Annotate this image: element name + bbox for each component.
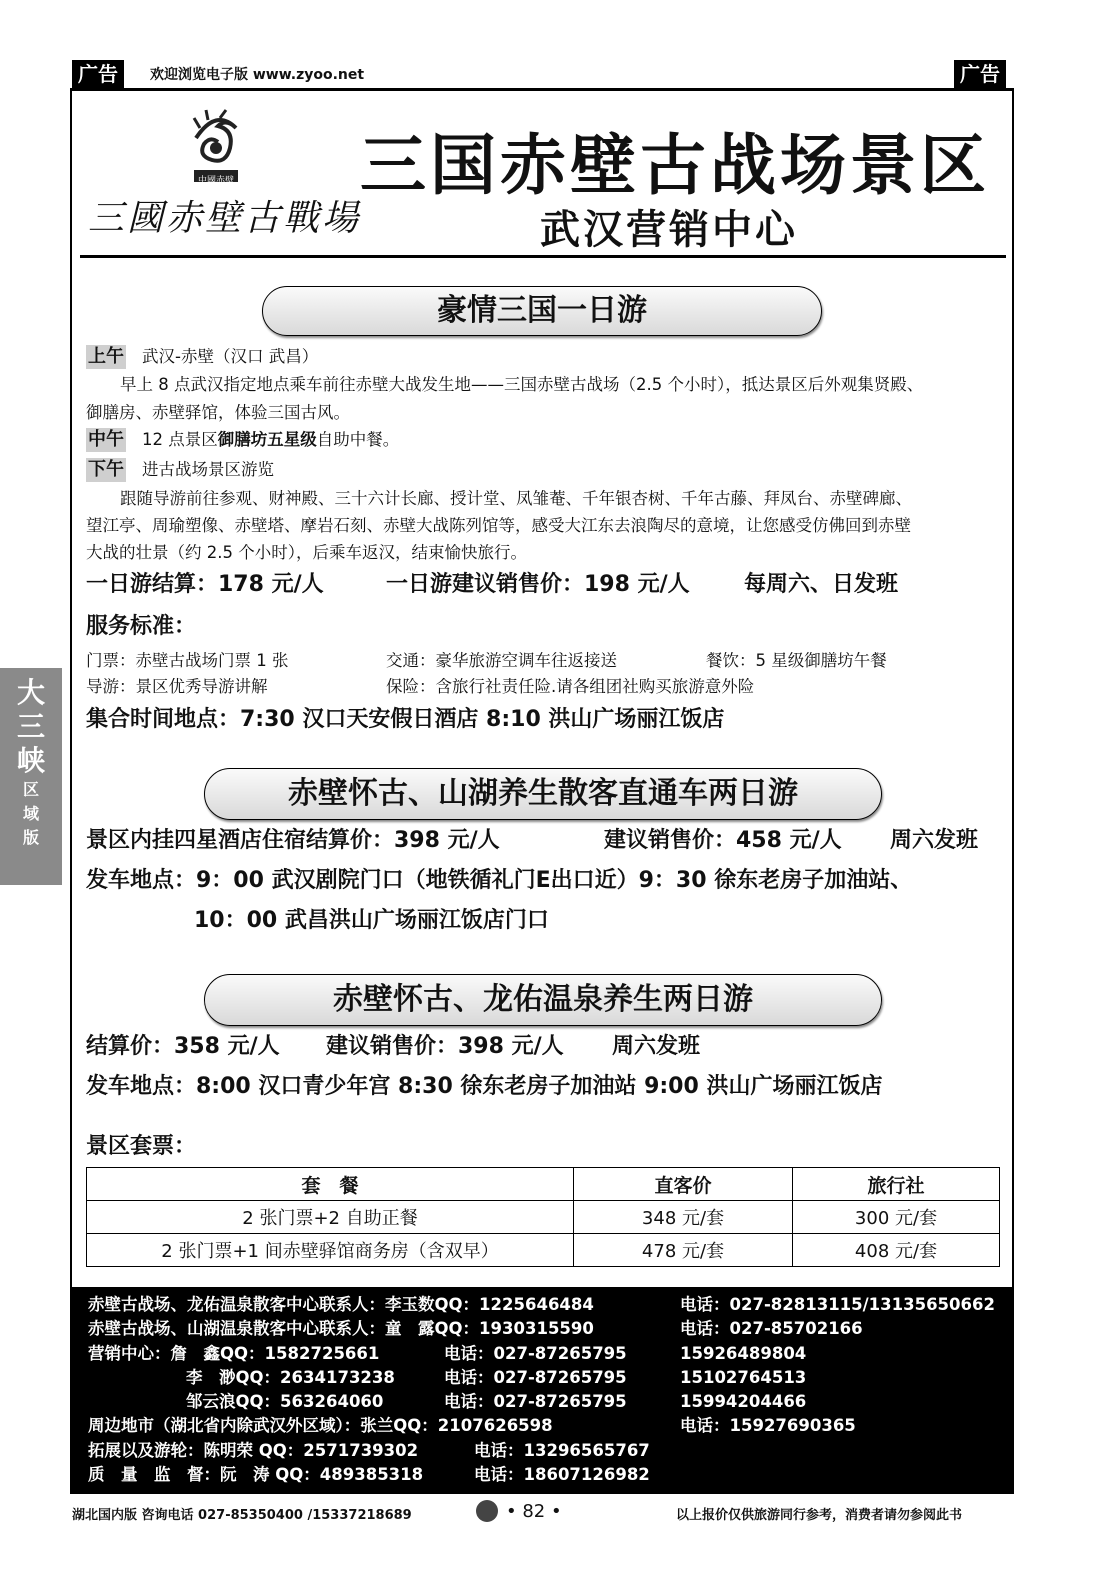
morning-label: 上午 [88, 346, 124, 367]
col-header-direct-price: 直客价 [574, 1168, 793, 1201]
packages-table [86, 1167, 1000, 1267]
morning-route: 武汉-赤壁（汉口 武昌） [142, 347, 319, 366]
table-header-row [87, 1168, 1000, 1201]
tour3-title: 赤壁怀古、龙佑温泉养生两日游 [204, 974, 882, 1026]
noon-label: 中午 [88, 429, 124, 450]
afternoon-title: 进古战场景区游览 [142, 460, 274, 479]
contact-4-qq: 李 渺QQ：2634173238 [186, 1368, 395, 1387]
cell-direct-price: 478 元/套 [574, 1234, 793, 1267]
contact-2-phone: 电话：027-85702166 [680, 1319, 863, 1338]
cell-direct-price: 348 元/套 [574, 1201, 793, 1234]
contact-3-mobile: 15926489804 [680, 1344, 807, 1363]
service-insurance: 保险：含旅行社责任险.请各组团社购买旅游意外险 [386, 677, 755, 696]
tour3-depart: 发车地点：8:00 汉口青少年宫 8:30 徐东老房子加油站 9:00 洪山广场丽江饭店 [86, 1074, 883, 1099]
service-ticket: 门票：赤壁古战场门票 1 张 [86, 651, 289, 670]
side-small-2: 域 [22, 804, 39, 823]
afternoon-text-3: 大战的壮景（约 2.5 个小时），后乘车返汉，结束愉快旅行。 [86, 543, 527, 562]
morning-text-2: 御膳房、赤壁驿馆，体验三国古风。 [86, 403, 350, 422]
logo-calligraphy: 三國赤壁古戰場 [88, 198, 362, 239]
tour2-depart-2: 10：00 武昌洪山广场丽江饭店门口 [194, 908, 549, 933]
service-title: 服务标准： [86, 614, 197, 639]
contact-panel [70, 1287, 1014, 1494]
contact-2-qq: 赤壁古战场、山湖温泉散客中心联系人：童 露QQ：1930315590 [88, 1319, 594, 1338]
noon-post: 自助中餐。 [316, 430, 400, 449]
contact-5-phone: 电话：027-87265795 [444, 1392, 627, 1411]
morning-text-1: 早上 8 点武汉指定地点乘车前往赤壁大战发生地——三国赤壁古战场（2.5 个小时），抵达景区后外观集贤殿、 [120, 375, 924, 394]
service-guide: 导游：景区优秀导游讲解 [86, 677, 268, 696]
contact-5-qq: 邹云浪QQ：563264060 [186, 1392, 384, 1411]
table-row [87, 1201, 1000, 1234]
tour1-title: 豪情三国一日游 [262, 286, 822, 336]
col-header-agency-price: 旅行社 [793, 1168, 1000, 1201]
contact-8-phone: 电话：18607126982 [474, 1465, 650, 1484]
service-meal: 餐饮：5 星级御膳坊午餐 [706, 651, 887, 670]
cell-package: 2 张门票+2 自助正餐 [87, 1201, 574, 1234]
tour1-suggest-price: 一日游建议销售价：198 元/人 [386, 572, 690, 597]
tour1-settle-price: 一日游结算：178 元/人 [86, 572, 324, 597]
afternoon-label: 下午 [88, 459, 124, 480]
contact-6-qq: 周边地市（湖北省内除武汉外区域）：张兰QQ：2107626598 [88, 1416, 553, 1435]
ad-tag-right: 广告 [954, 60, 1006, 88]
side-title: 大三峡 [16, 676, 45, 777]
tour3-schedule: 周六发班 [612, 1034, 701, 1059]
contact-1-phone: 电话：027-82813115/13135650662 [680, 1295, 995, 1314]
table-row [87, 1234, 1000, 1267]
tour3-suggest-price: 建议销售价：398 元/人 [326, 1034, 564, 1059]
contact-3-qq: 营销中心：詹 鑫QQ：1582725661 [88, 1344, 380, 1363]
logo-seal-text: 中國赤壁 [197, 176, 234, 186]
noon-pre: 12 点景区 [142, 430, 218, 449]
footer-left: 湖北国内版 咨询电话 027-85350400 /15337218689 [72, 1508, 412, 1523]
tour2-settle-price: 景区内挂四星酒店住宿结算价：398 元/人 [86, 828, 500, 853]
cell-package: 2 张门票+1 间赤壁驿馆商务房（含双早） [87, 1234, 574, 1267]
page-number: • 82 • [506, 1501, 562, 1522]
tour3-settle-price: 结算价：358 元/人 [86, 1034, 280, 1059]
side-region-tab [0, 668, 62, 885]
tour1-meeting: 集合时间地点：7:30 汉口天安假日酒店 8:10 洪山广场丽江饭店 [86, 707, 725, 732]
tour2-depart-1: 发车地点：9：00 武汉剧院门口（地铁循礼门E出口近）9：30 徐东老房子加油站、 [86, 868, 913, 893]
afternoon-text-1: 跟随导游前往参观、财神殿、三十六计长廊、授计堂、凤雏菴、千年银杏树、千年古藤、拜凤台、赤壁碑廊、 [120, 489, 912, 508]
tour2-title: 赤壁怀古、山湖养生散客直通车两日游 [204, 768, 882, 820]
footer-emblem-icon [476, 1500, 498, 1522]
afternoon-text-2: 望江亭、周瑜塑像、赤壁塔、摩岩石刻、赤壁大战陈列馆等，感受大江东去浪陶尽的意境，让您感受仿佛回到赤壁 [86, 516, 911, 535]
tour2-schedule: 周六发班 [890, 828, 979, 853]
page-title: 三国赤壁古战场景区 [360, 127, 990, 204]
contact-4-phone: 电话：027-87265795 [444, 1368, 627, 1387]
tour1-schedule: 每周六、日发班 [744, 572, 899, 597]
cell-agency-price: 408 元/套 [793, 1234, 1000, 1267]
contact-7-qq: 拓展以及游轮：陈明荣 QQ：2571739302 [88, 1441, 419, 1460]
side-small-1: 区 [22, 780, 39, 799]
page-subtitle: 武汉营销中心 [540, 207, 798, 253]
noon-bold: 御膳坊五星级 [217, 430, 317, 449]
contact-1-qq: 赤壁古战场、龙佑温泉散客中心联系人：李玉数QQ：1225646484 [88, 1295, 594, 1314]
col-header-package: 套 餐 [87, 1168, 574, 1201]
footer-right: 以上报价仅供旅游同行参考，消费者请勿参阅此书 [676, 1508, 963, 1523]
contact-6-phone: 电话：15927690365 [680, 1416, 856, 1435]
contact-8-qq: 质 量 监 督：阮 涛 QQ：489385318 [88, 1465, 424, 1484]
service-transport: 交通：豪华旅游空调车往返接送 [386, 651, 617, 670]
tour2-suggest-price: 建议销售价：458 元/人 [604, 828, 842, 853]
contact-5-mobile: 15994204466 [680, 1392, 807, 1411]
ad-tag-left: 广告 [72, 60, 124, 88]
header-divider [80, 255, 1006, 258]
cell-agency-price: 300 元/套 [793, 1201, 1000, 1234]
side-small-3: 版 [22, 828, 39, 847]
noon-text [142, 429, 399, 451]
contact-7-phone: 电话：13296565767 [474, 1441, 650, 1460]
contact-4-mobile: 15102764513 [680, 1368, 807, 1387]
contact-3-phone: 电话：027-87265795 [444, 1344, 627, 1363]
welcome-text: 欢迎浏览电子版 www.zyoo.net [150, 67, 365, 83]
packages-title: 景区套票： [86, 1134, 197, 1159]
